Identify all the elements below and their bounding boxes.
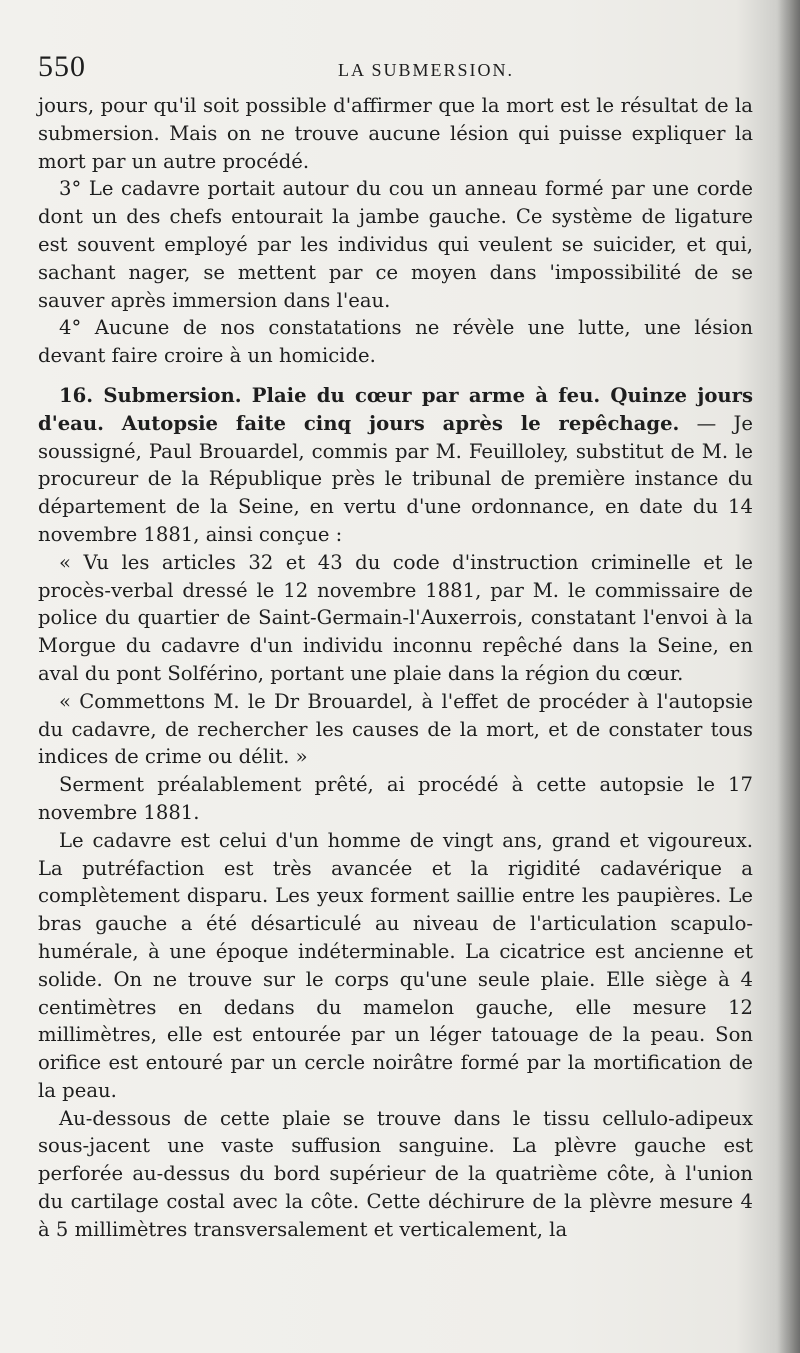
paragraph: 4° Aucune de nos constatations ne révèle une lutte, une lésion devant faire croire à un homicide. — [38, 316, 753, 368]
section-paragraph — [38, 382, 753, 549]
running-title: LA SUBMERSION. — [338, 60, 515, 80]
paragraph: « Vu les articles 32 et 43 du code d'instruction criminelle et le procès-verbal dressé le 12 novembre 1881, par M. le commissaire de police du quartier de Saint-Germain-l'Auxerrois, constatant l'envoi à la Morgue du cadavre d'un individu inconnu repêché dans la Seine, en aval du pont Solférino, portant une plaie dans la région du cœur. — [38, 550, 753, 685]
page-header — [38, 50, 758, 90]
page-number: 550 — [38, 50, 86, 83]
page-edge-shadow — [778, 0, 800, 1353]
paragraph: Au-dessous de cette plaie se trouve dans le tissu cellulo-adipeux sous-jacent une vaste suffusion sanguine. La plèvre gauche est perforée au-dessus du bord supérieur de la quatrième côte, à l'union du cartilage costal avec la côte. Cette déchirure de la plèvre mesure 4 à 5 millimètres transversalement et verticalement, la — [38, 1106, 753, 1241]
paragraph: 3° Le cadavre portait autour du cou un anneau formé par une corde dont un des chefs entourait la jambe gauche. Ce système de ligature est souvent employé par les individus qui veulent se suicider, et qui, sachant nager, se mettent par ce moyen dans 'impossibilité de se sauver après immersion dans l'eau. — [38, 177, 753, 312]
section-spacer — [38, 370, 753, 382]
body-text — [38, 92, 753, 1244]
paragraph: Le cadavre est celui d'un homme de vingt ans, grand et vigoureux. La putréfaction est très avancée et la rigidité cadavérique a complètement disparu. Les yeux forment saillie entre les paupières. Le bras gauche a été désarticulé au niveau de l'articulation scapulo-humérale, à une époque indéterminable. La cicatrice est ancienne et solide. On ne trouve sur le corps qu'une seule plaie. Elle siège à 4 centimètres en dedans du mamelon gauche, elle mesure 12 millimètres, elle est entourée par un léger tatouage de la peau. Son orifice est entouré par un cercle noirâtre formé par la mortification de la peau. — [38, 828, 753, 1102]
section-heading: 16. Submersion. Plaie du cœur par arme à feu. Quinze jours d'eau. Autopsie faite cinq jours après le repêchage. — [38, 383, 753, 435]
paragraph: jours, pour qu'il soit possible d'affirmer que la mort est le résultat de la submersion. Mais on ne trouve aucune lésion qui puisse expliquer la mort par un autre procédé. — [38, 94, 753, 173]
paragraph: Serment préalablement prêté, ai procédé à cette autopsie le 17 novembre 1881. — [38, 773, 753, 824]
section-intro: — Je soussigné, Paul Brouardel, commis par M. Feuilloley, substitut de M. le procureur de la République près le tribunal de première instance du département de la Seine, en vertu d'une ordonnance, en date du 14 novembre 1881, ainsi conçue : — [38, 411, 753, 546]
paragraph: « Commettons M. le Dr Brouardel, à l'effet de procéder à l'autopsie du cadavre, de rechercher les causes de la mort, et de constater tous indices de crime ou délit. » — [38, 689, 753, 769]
